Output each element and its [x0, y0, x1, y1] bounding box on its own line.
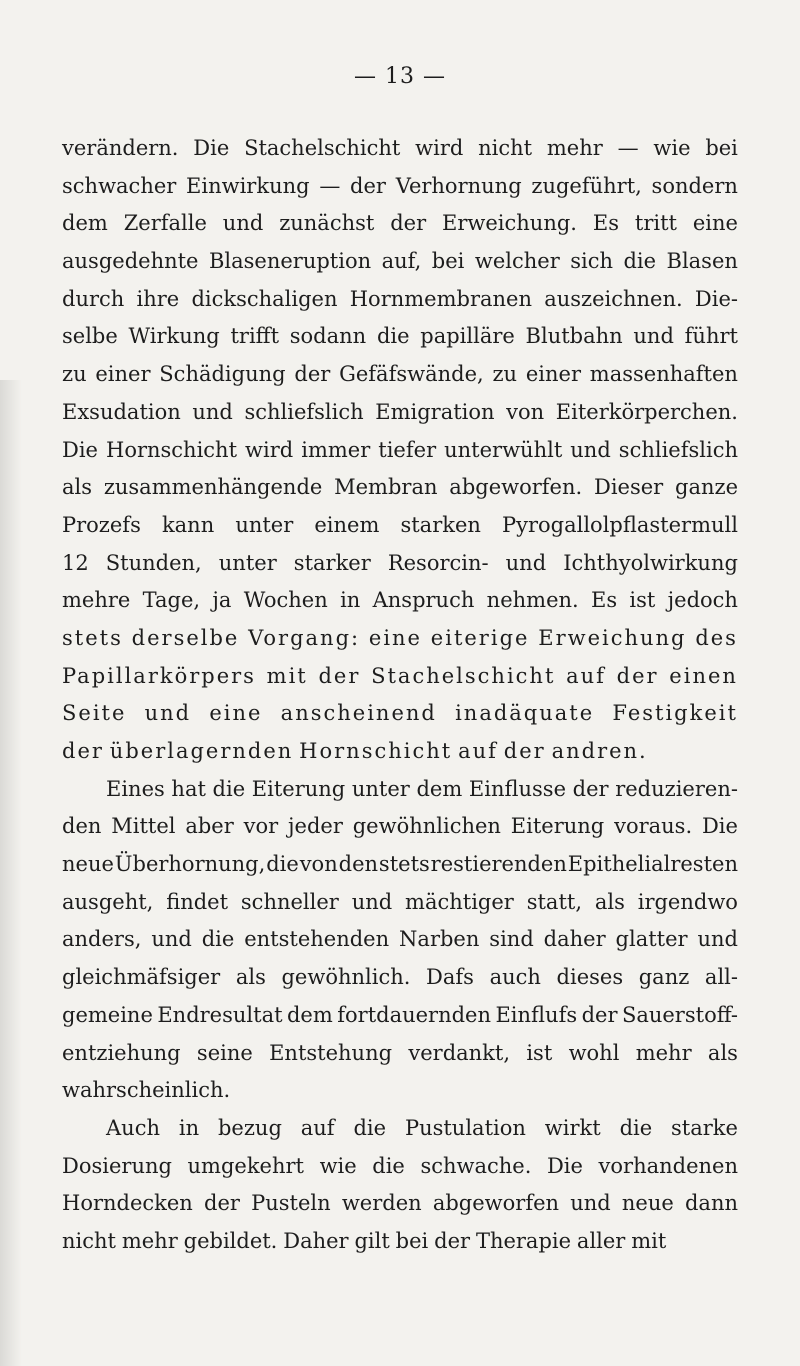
text-line: anders, und die entstehenden Narben sind daher glatter und	[62, 927, 738, 952]
text-line: dem Zerfalle und zunächst der Erweichung. Es tritt eine	[62, 211, 738, 236]
text-line: neue Überhornung, die von den stets restierenden Epithelialresten	[62, 852, 738, 877]
text-line: gemeine Endresultat dem fortdauernden Einflufs der Sauerstoff-	[62, 1002, 738, 1027]
binding-shadow	[0, 380, 22, 1366]
text-line: wahrscheinlich.	[62, 1078, 231, 1103]
text-line: mehre Tage, ja Wochen in Anspruch nehmen. Es ist jedoch	[62, 588, 738, 613]
text-line: Horndecken der Pusteln werden abgeworfen und neue dann	[62, 1191, 738, 1216]
text-line: Papillarkörpers mit der Stachelschicht auf der einen	[62, 663, 738, 688]
text-line: Exsudation und schliefslich Emigration von Eiterkörperchen.	[62, 399, 738, 424]
text-line: Prozefs kann unter einem starken Pyrogallolpflastermull	[62, 512, 738, 537]
body-text	[62, 130, 738, 1261]
text-line: entziehung seine Entstehung verdankt, ist wohl mehr als	[62, 1040, 738, 1065]
text-line: durch ihre dickschaligen Hornmembranen auszeichnen. Die-	[62, 286, 738, 311]
text-line: Dosierung umgekehrt wie die schwache. Die vorhandenen	[62, 1153, 738, 1178]
text-line: Die Hornschicht wird immer tiefer unterwühlt und schliefslich	[62, 437, 738, 462]
text-line: ausgeht, findet schneller und mächtiger statt, als irgendwo	[62, 889, 738, 914]
text-line: selbe Wirkung trifft sodann die papilläre Blutbahn und führt	[62, 324, 738, 349]
text-line: zu einer Schädigung der Gefäfswände, zu einer massenhaften	[62, 362, 738, 387]
text-line: stets derselbe Vorgang: eine eiterige Erweichung des	[62, 625, 738, 650]
text-line: 12 Stunden, unter starker Resorcin- und Ichthyolwirkung	[62, 550, 738, 575]
text-line: Auch in bezug auf die Pustulation wirkt die starke	[106, 1115, 738, 1140]
text-line: verändern. Die Stachelschicht wird nicht mehr — wie bei	[62, 136, 738, 160]
text-line: gleichmäfsiger als gewöhnlich. Dafs auch dieses ganz all-	[62, 965, 738, 990]
text-line: der überlagernden Hornschicht auf der andren.	[62, 739, 648, 763]
text-line: nicht mehr gebildet. Daher gilt bei der Therapie aller mit	[62, 1228, 667, 1253]
page-number: — 13 —	[354, 64, 446, 89]
text-line: schwacher Einwirkung — der Verhornung zugeführt, sondern	[62, 173, 738, 198]
text-line: den Mittel aber vor jeder gewöhnlichen Eiterung voraus. Die	[62, 814, 738, 839]
text-line: ausgedehnte Blaseneruption auf, bei welcher sich die Blasen	[62, 249, 738, 274]
text-line: Seite und eine anscheinend inadäquate Festigkeit	[62, 701, 738, 726]
text-line: Eines hat die Eiterung unter dem Einflusse der reduzieren-	[106, 776, 738, 801]
text-line: als zusammenhängende Membran abgeworfen. Dieser ganze	[62, 475, 738, 500]
